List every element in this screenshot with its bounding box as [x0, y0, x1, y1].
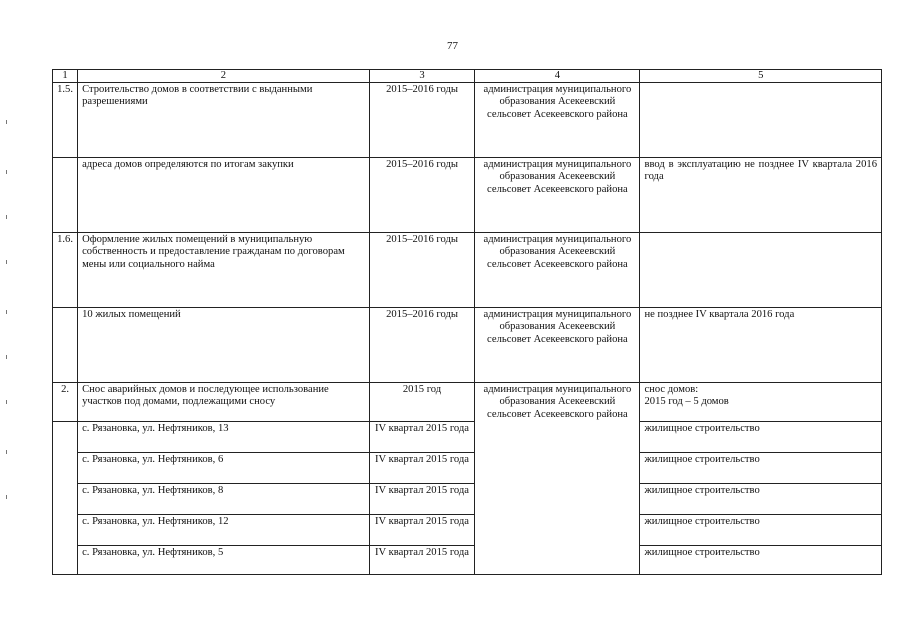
row-period: 2015 год	[369, 383, 475, 422]
row-period: IV квартал 2015 года	[369, 422, 475, 453]
row-period: IV квартал 2015 года	[369, 453, 475, 484]
row-period: IV квартал 2015 года	[369, 515, 475, 546]
row-period: 2015–2016 годы	[369, 233, 475, 308]
row-description: Снос аварийных домов и последующее использование участков под домами, подлежащими сносу	[78, 383, 370, 422]
row-period: IV квартал 2015 года	[369, 546, 475, 575]
row-description: с. Рязановка, ул. Нефтяников, 5	[78, 546, 370, 575]
row-period: 2015–2016 годы	[369, 158, 475, 233]
row-description: с. Рязановка, ул. Нефтяников, 13	[78, 422, 370, 453]
row-note	[640, 233, 882, 308]
row-note	[640, 383, 882, 422]
margin-marks	[6, 120, 10, 540]
row-number: 1.6.	[53, 233, 78, 308]
table-row	[53, 83, 882, 158]
note-line: 2015 год – 5 домов	[644, 396, 729, 408]
row-description: 10 жилых помещений	[78, 308, 370, 383]
row-note	[640, 83, 882, 158]
table-row	[53, 158, 882, 233]
row-note: жилищное строительство	[640, 453, 882, 484]
plan-table	[52, 69, 882, 575]
row-description: Строительство домов в соответствии с выданными разрешениями	[78, 83, 370, 158]
row-note: жилищное строительство	[640, 484, 882, 515]
row-number	[53, 308, 78, 383]
row-number: 1.5.	[53, 83, 78, 158]
table-header-row	[53, 70, 882, 83]
row-period: IV квартал 2015 года	[369, 484, 475, 515]
row-period: 2015–2016 годы	[369, 83, 475, 158]
column-header: 5	[640, 70, 882, 83]
row-responsible: администрация муниципального образования Асекеевский сельсовет Асекеевского района	[475, 233, 640, 308]
table-row	[53, 383, 882, 422]
table-row	[53, 484, 882, 515]
row-description: адреса домов определяются по итогам закупки	[78, 158, 370, 233]
page-number: 77	[447, 40, 458, 52]
row-number	[53, 158, 78, 233]
table-row	[53, 546, 882, 575]
row-period: 2015–2016 годы	[369, 308, 475, 383]
row-note: не позднее IV квартала 2016 года	[640, 308, 882, 383]
table-row	[53, 233, 882, 308]
note-line: снос домов:	[644, 384, 699, 395]
row-description: Оформление жилых помещений в муниципальную собственность и предоставление гражданам по договорам мены или социального найма	[78, 233, 370, 308]
row-description: с. Рязановка, ул. Нефтяников, 6	[78, 453, 370, 484]
row-note: ввод в эксплуатацию не позднее IV квартала 2016 года	[640, 158, 882, 233]
row-description: с. Рязановка, ул. Нефтяников, 8	[78, 484, 370, 515]
table-row	[53, 453, 882, 484]
row-number	[53, 422, 78, 575]
column-header: 4	[475, 70, 640, 83]
column-header: 3	[369, 70, 475, 83]
row-number: 2.	[53, 383, 78, 422]
row-note: жилищное строительство	[640, 515, 882, 546]
row-responsible: администрация муниципального образования Асекеевский сельсовет Асекеевского района	[475, 158, 640, 233]
column-header: 2	[78, 70, 370, 83]
row-responsible: администрация муниципального образования Асекеевский сельсовет Асекеевского района	[475, 83, 640, 158]
row-description: с. Рязановка, ул. Нефтяников, 12	[78, 515, 370, 546]
row-note: жилищное строительство	[640, 422, 882, 453]
table-row	[53, 308, 882, 383]
table-row	[53, 515, 882, 546]
table-row	[53, 422, 882, 453]
row-responsible: администрация муниципального образования Асекеевский сельсовет Асекеевского района	[475, 308, 640, 383]
row-note: жилищное строительство	[640, 546, 882, 575]
row-responsible: администрация муниципального образования Асекеевский сельсовет Асекеевского района	[475, 383, 640, 575]
column-header: 1	[53, 70, 78, 83]
